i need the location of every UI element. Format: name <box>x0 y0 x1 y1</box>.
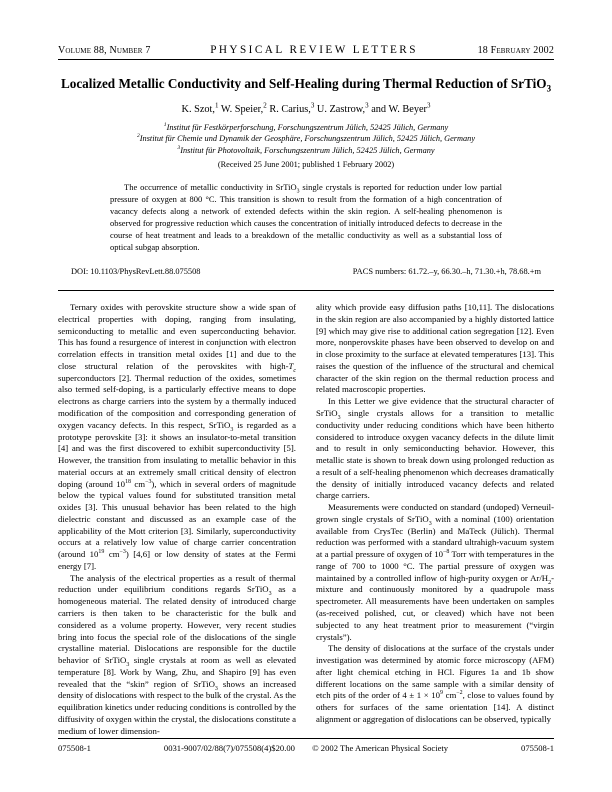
affiliation-2: $^2$Institut für Chemie und Dynamik der Geosphäre, Forschungszentrum Jülich, 52425 Jülich, Germany <box>136 133 476 144</box>
paragraph: ality which provide easy diffusion paths [10,11]. The dislocations in the skin region are also accompanied by a highly distorted lattice [9] which may give rise to additional cation segregation [12]. Even more, nonperovskite phases have been observed to develop on and in close proximity to the surface at elevated temperatures [13]. This raises the question of the influence of the structural and chemical character of the skin region on the thermal reduction process and related macroscopic properties. <box>316 302 554 395</box>
paragraph: Measurements were conducted on standard (undoped) Verneuil-grown single crystals of SrTiO$_3$ with a nominal (100) orientation available from CrysTec (Berlin) and MaTeck (Jülich). Thermal reduction was performed with a standard ultrahigh-vacuum system at a partial pressure of oxygen of $10^{-8}$ Torr with temperatures in the range of 700 to 1000 °C. The partial pressure of oxygen was maintained by a controlled inflow of high-purity oxygen or $Ar/H_2$-mixture and continuously monitored by a quadrupole mass spectrometer. All measurements have been undertaken on samples (as-received polished, cut, or cleaved) which have not been subjected to any heat treatment prior to measurement (“virgin crystals”). <box>316 502 554 642</box>
paragraph: The density of dislocations at the surface of the crystals under investigation was determined by atomic force microscopy (AFM) after light chemical etching in HCl. Figures 1a and 1b show different locations on the same sample with a similar density of etch pits of the order of $4 \pm 1 \times 10^9$ $cm^{-2}$, close to values found by others for surfaces of the same orientation [14]. A distinct alignment or aggregation of dislocations can be observed, typically <box>316 643 554 724</box>
page-footer <box>58 738 554 753</box>
page-content <box>58 44 554 737</box>
author-list: K. Szot,$^1$ W. Speier,$^2$ R. Carius,$^3$ U. Zastrow,$^3$ and W. Beyer$^3$ <box>181 101 431 115</box>
footer-center <box>91 743 521 753</box>
doi-pacs-row <box>71 267 541 276</box>
footer-article-id-right: 075508-1 <box>521 743 554 753</box>
affiliation-3: $^3$Institut für Photovoltaik, Forschungszentrum Jülich, 52425 Jülich, Germany <box>177 144 435 155</box>
footer-divider <box>58 738 554 739</box>
article-title-subscript: 3 <box>546 83 552 94</box>
pacs-numbers: PACS numbers: 61.72.–y, 66.30.–h, 71.30.+h, 78.68.+m <box>352 267 541 277</box>
right-column <box>316 302 554 737</box>
footer-article-id-left: 075508-1 <box>58 743 91 753</box>
header-divider <box>58 59 554 60</box>
volume-issue: Volume 88, Number 7 <box>58 45 151 56</box>
page-title <box>58 76 554 93</box>
issn-line: 0031-9007/02/88(7)/075508(4)$20.00 <box>163 743 295 753</box>
affiliation-1: $^1$Institut für Festkörperforschung, Forschungszentrum Jülich, 52425 Jülich, Germany <box>163 122 449 133</box>
received-date: (Received 25 June 2001; published 1 February 2002) <box>217 159 395 169</box>
body-divider <box>58 290 554 291</box>
doi[interactable]: DOI: 10.1103/PhysRevLett.88.075508 <box>71 267 201 277</box>
paragraph: In this Letter we give evidence that the structural character of SrTiO$_3$ single crystals allows for a transition to metallic conductivity under reducing conditions which have been hitherto considered to introduce oxygen vacancy defects in the dilute limit and to result in only semiconducting behavior. However, this metallic state is shown to break down using prolonged reduction as a result of a self-healing phenomenon which decreases dramatically the density of initially introduced vacancy defects and related charge carriers. <box>316 396 554 501</box>
body-columns <box>58 302 554 737</box>
paragraph: Ternary oxides with perovskite structure show a wide span of electrical properties with doping, ranging from insulating, semiconducting to metallic and even superconducting behavior. This has found a resurgence of interest in conjunction with electron correlation effects in transition metal oxides [1] and due to the close structural relation of the perovskites with high-$T_c$ superconductors [2]. Thermal reduction of the oxides, sometimes also termed self-doping, is a particularly effective means to dope electrons as charge carriers into the system by a thermally induced modification of the composition and corresponding generation of oxygen vacancy defects. In this respect, SrTiO$_3$ is regarded as a prototype perovskite [3]: it shows an insulator-to-metal transition [4] and was the first discovered to exhibit superconductivity [5]. However, the transition from insulating to metallic behavior in this material occurs at an extremely small critical density of electron doping (around $10^{18}$ $cm^{-3}$), which in several orders of magnitude below the typical values found for substituted transition metal oxides [3]. This unusual behavior has been related to the high dielectric constant and discussed as an example case of the applicability of the Mott criterion [3]. Similarly, superconductivity occurs at a relatively low value of charge carrier concentration (around $10^{19}$ $cm^{-3}$) [4,6] or low density of states at the Fermi energy [7]. <box>58 302 296 571</box>
abstract: The occurrence of metallic conductivity in SrTiO$_3$ single crystals is reported for reduction under low partial pressure of oxygen at 800 °C. This transition is shown to result from the formation of a high concentration of vacancy defects along a network of extended defects within the skin region. A self-healing phenomenon is observed for progressive reduction which causes the concentration of initially introduced defects to decrease in the course of heat treatment and leads to a breakdown of the metallic conductivity as well as a substantial loss of optical subgap absorption. <box>110 181 502 253</box>
running-head <box>58 44 554 56</box>
article-title-main: Localized Metallic Conductivity and Self-Healing during Thermal Reduction of SrTiO <box>60 75 547 91</box>
journal-name: PHYSICAL REVIEW LETTERS <box>210 44 418 56</box>
copyright-line: © 2002 The American Physical Society <box>312 743 449 753</box>
issue-date: 18 February 2002 <box>477 45 554 56</box>
left-column <box>58 302 296 737</box>
paragraph: The analysis of the electrical properties as a result of thermal reduction under equilibrium conditions regards SrTiO$_3$ as a homogeneous material. The related density of introduced charge carriers is then taken to be characteristic for the bulk and considered as a volume property. However, very recent studies bring into focus the special role of the dislocations of the single crystalline material. Dislocations are responsible for the ductile behavior of SrTiO$_3$ single crystals at room as well as elevated temperature [8]. Work by Wang, Zhu, and Shapiro [9] has even revealed that the “skin” region of SrTiO$_3$ shows an increased density of dislocations with respect to the bulk of the crystal. As the equilibration kinetics under reducing conditions is controlled by the diffusivity of oxygen within the crystal, the dislocations constitute a medium of lower dimension- <box>58 572 297 736</box>
